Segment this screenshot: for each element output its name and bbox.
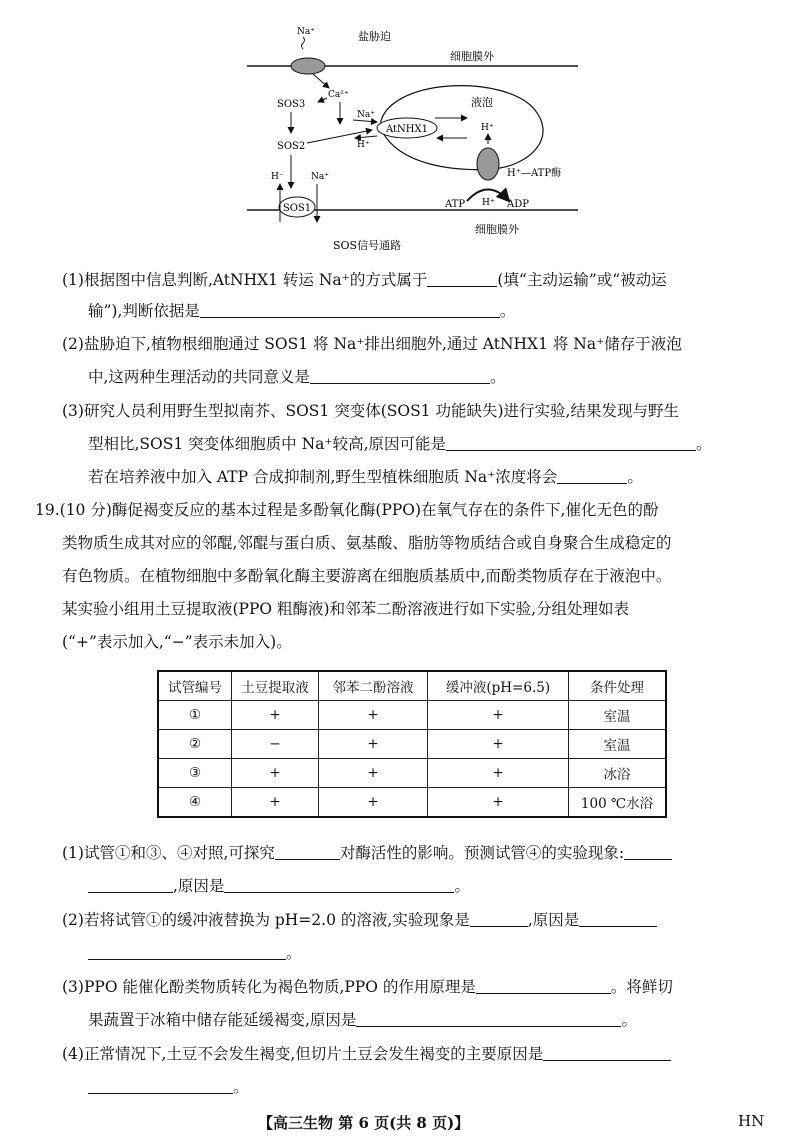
table-row (158, 759, 666, 788)
q19-s4-line1 (62, 1044, 671, 1064)
q18-p2-text-a: (2)盐胁迫下,植物根细胞通过 SOS1 将 Na⁺排出细胞外,通过 AtNHX1 将 Na⁺储存于液泡 (62, 335, 682, 353)
q18-p1-line1 (62, 270, 667, 290)
q18-p1-blank-2[interactable] (200, 301, 500, 318)
table-row (158, 730, 666, 759)
q19-s3-text-a: (3)PPO 能催化酚类物质转化为褐色物质,PPO 的作用原理是 (62, 978, 476, 996)
q18-p3-text-c: 若在培养液中加入 ATP 合成抑制剂,野生型植株细胞质 Na⁺浓度将会 (88, 468, 558, 486)
q19-s2-blank-1[interactable] (470, 910, 528, 927)
h-pump-label: H⁺ (482, 198, 495, 208)
q19-intro-4: 某实验小组用土豆提取液(PPO 粗酶液)和邻苯二酚溶液进行如下实验,分组处理如表 (62, 600, 630, 618)
region-code: HN (738, 1112, 765, 1130)
q19-s3-text-c: 果蔬置于冰箱中储存能延缓褐变,原因是 (88, 1011, 357, 1029)
table-cell: + (232, 788, 319, 818)
q19-s1-blank-2[interactable] (624, 843, 672, 860)
q19-s4-blank-2[interactable] (88, 1077, 233, 1094)
q19-s3-text-b: 。将鲜切 (610, 978, 673, 996)
q19-s3-blank-2[interactable] (356, 1010, 621, 1027)
q19-s2-text-a: (2)若将试管①的缓冲液替换为 pH=2.0 的溶液,实验现象是 (62, 911, 470, 929)
q18-p3-blank-1[interactable] (446, 434, 696, 451)
q19-s1-text-c: ,原因是 (173, 877, 225, 895)
q19-s1-text-b: 对酶活性的影响。预测试管④的实验现象: (339, 844, 625, 862)
q18-p3-end-2: 。 (627, 468, 643, 486)
atp-label: ATP (445, 199, 466, 210)
h-vac-label: H⁺ (481, 123, 494, 133)
q18-p3-line2 (88, 434, 712, 454)
table-cell: ④ (158, 788, 232, 818)
table-cell: + (428, 701, 569, 730)
table-header-row (158, 671, 666, 701)
q19-s1-blank-1[interactable] (275, 843, 340, 860)
q18-p1-blank-1[interactable] (427, 270, 497, 287)
h-atpase-pump (477, 148, 499, 180)
na-in-label: Na⁺ (357, 110, 375, 120)
q19-s2-text-b: ,原因是 (527, 911, 580, 929)
table-cell: 冰浴 (569, 759, 667, 788)
outside-bottom-label: 细胞膜外 (475, 223, 519, 236)
na-wavy-line (302, 37, 305, 49)
q18-p1-text-c: 输”),判断依据是 (88, 302, 200, 320)
page-footer: 【高三生物 第 6 页(共 8 页)】 (258, 1114, 470, 1132)
salt-stress-label: 盐胁迫 (358, 30, 391, 43)
q18-p2-blank[interactable] (310, 367, 490, 384)
q18-p1-end: 。 (499, 302, 516, 320)
table-header-cell: 条件处理 (569, 671, 667, 701)
table-cell: + (232, 759, 319, 788)
q19-s2-blank-2[interactable] (579, 910, 657, 927)
q19-s1-blank-3[interactable] (88, 876, 173, 893)
q19-s3-blank-1[interactable] (476, 977, 611, 994)
vacuole-label: 液泡 (471, 96, 493, 109)
q19-s3-line2 (88, 1010, 637, 1030)
experiment-table (157, 670, 667, 818)
sos2-label: SOS2 (277, 141, 306, 152)
table-cell: + (232, 701, 319, 730)
sos1-label: SOS1 (282, 203, 312, 214)
table-header-cell: 试管编号 (158, 671, 232, 701)
table-header-cell: 缓冲液(pH=6.5) (428, 671, 569, 701)
table-cell: + (319, 701, 428, 730)
q19-s1-end: 。 (454, 877, 470, 895)
q19-s2-end: 。 (286, 944, 302, 962)
q18-p3-end-1: 。 (696, 435, 712, 453)
q18-p2-line1 (62, 334, 682, 354)
table-cell: ③ (158, 759, 232, 788)
q19-s4-line2 (88, 1077, 249, 1097)
ca-label: Ca²⁺ (328, 90, 349, 100)
q18-p3-line3 (88, 467, 643, 487)
table-header-cell: 土豆提取液 (232, 671, 319, 701)
na-right-label: Na⁺ (311, 172, 329, 182)
q19-s3-end: 。 (621, 1011, 637, 1029)
q18-p1-text-b: (填“主动运输”或“被动运 (497, 271, 667, 289)
h-left-label: H⁻ (271, 172, 284, 182)
na-top-label: Na⁺ (297, 27, 315, 37)
h-out-label: H⁺ (357, 140, 370, 150)
table-cell: ① (158, 701, 232, 730)
table-header-cell: 邻苯二酚溶液 (319, 671, 428, 701)
q18-p1-line2 (88, 301, 515, 321)
sos-pathway-diagram (245, 18, 580, 253)
q19-s2-line1 (62, 910, 657, 930)
q19-s3-line1 (62, 977, 673, 997)
q19-s1-text-a: (1)试管①和③、④对照,可探究 (62, 844, 275, 862)
receptor-to-ca-arrow (313, 74, 329, 88)
outside-top-label: 细胞膜外 (450, 50, 494, 63)
table-cell: 100 ℃水浴 (569, 788, 667, 818)
pathway-label: SOS信号通路 (333, 239, 402, 252)
h-atpase-label: H⁺—ATP酶 (507, 168, 562, 179)
sos3-label: SOS3 (277, 99, 306, 110)
q19-s2-line2 (88, 943, 302, 963)
q18-p1-text-a: (1)根据图中信息判断,AtNHX1 转运 Na⁺的方式属于 (62, 271, 428, 289)
q19-s4-blank-1[interactable] (543, 1044, 671, 1061)
table-cell: + (319, 759, 428, 788)
q18-p2-text-b: 中,这两种生理活动的共同意义是 (88, 368, 310, 386)
ca-to-sos3-arrow (318, 98, 327, 102)
q18-p3-blank-2[interactable] (557, 467, 627, 484)
salt-receptor (291, 58, 325, 74)
q19-s1-line2 (88, 876, 470, 896)
table-cell: ② (158, 730, 232, 759)
q19-s4-end: 。 (233, 1078, 249, 1096)
table-cell: + (428, 759, 569, 788)
adp-label: ADP (507, 199, 529, 210)
table-cell: + (428, 730, 569, 759)
q19-s1-blank-4[interactable] (224, 876, 454, 893)
q19-s2-blank-3[interactable] (88, 943, 286, 960)
q19-intro-5: (“+”表示加入,“−”表示未加入)。 (62, 633, 292, 651)
table-cell: 室温 (569, 701, 667, 730)
h-out-arrow (355, 136, 377, 138)
q18-p3-line1 (62, 401, 679, 421)
table-cell: 室温 (569, 730, 667, 759)
table-cell: + (428, 788, 569, 818)
q19-s1-line1 (62, 843, 672, 863)
q18-p3-text-b: 型相比,SOS1 突变体细胞质中 Na⁺较高,原因可能是 (88, 435, 446, 453)
q18-p3-text-a: (3)研究人员利用野生型拟南芥、SOS1 突变体(SOS1 功能缺失)进行实验,结果发现与野生 (62, 402, 679, 420)
table-cell: − (232, 730, 319, 759)
atnhx1-label: AtNHX1 (385, 124, 429, 135)
q19-intro-3: 有色物质。在植物细胞中多酚氧化酶主要游离在细胞质基质中,而酚类物质存在于液泡中。 (62, 567, 672, 585)
table-row (158, 701, 666, 730)
na-in-arrow (353, 120, 377, 122)
q18-p2-line2 (88, 367, 505, 387)
q19-s4-text-a: (4)正常情况下,土豆不会发生褐变,但切片土豆会发生褐变的主要原因是 (62, 1045, 544, 1063)
q18-p2-end: 。 (489, 368, 506, 386)
table-cell: + (319, 788, 428, 818)
table-row (158, 788, 666, 818)
table-cell: + (319, 730, 428, 759)
q19-intro-1: 19.(10 分)酶促褐变反应的基本过程是多酚氧化酶(PPO)在氧气存在的条件下,催化无色的酚 (35, 501, 659, 519)
q19-intro-2: 类物质生成其对应的邻醌,邻醌与蛋白质、氨基酸、脂肪等物质结合或自身聚合生成稳定的 (62, 534, 672, 552)
